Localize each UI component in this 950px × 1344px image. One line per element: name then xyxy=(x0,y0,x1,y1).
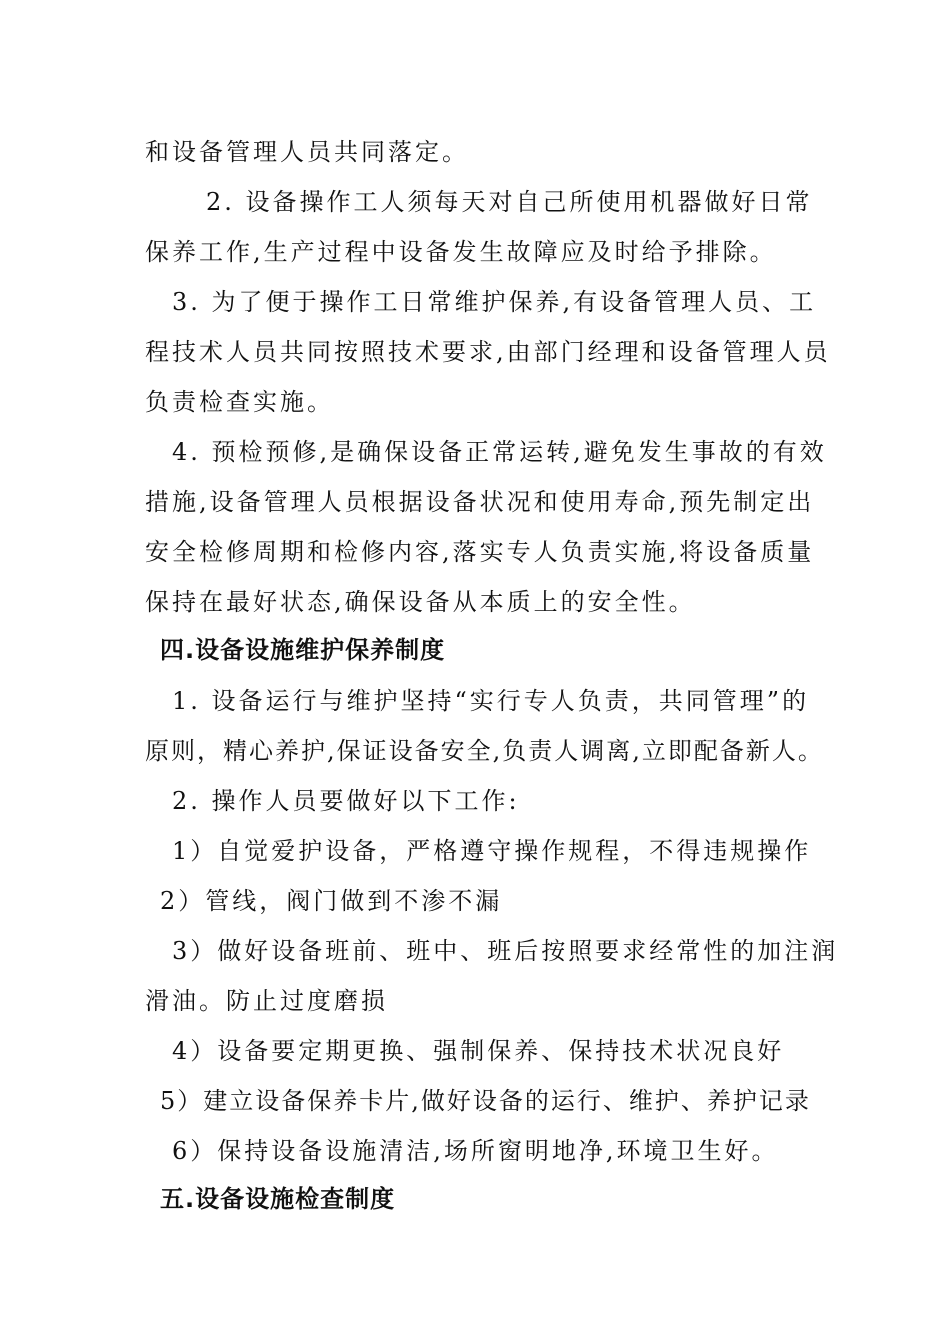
section-heading: 五.设备设施检查制度 xyxy=(160,1185,396,1213)
paragraph-line: 1. 设备运行与维护坚持“实行专人负责，共同管理”的 xyxy=(172,687,810,715)
paragraph-line: 原则，精心养护,保证设备安全,负责人调离,立即配备新人。 xyxy=(145,737,824,765)
list-item: 6）保持设备设施清洁,场所窗明地净,环境卫生好。 xyxy=(172,1137,779,1165)
paragraph-line: 和设备管理人员共同落定。 xyxy=(145,138,469,166)
list-item: 2）管线，阀门做到不渗不漏 xyxy=(160,887,503,915)
paragraph-line: 负责检查实施。 xyxy=(145,388,334,416)
paragraph-line: 安全检修周期和检修内容,落实专人负责实施,将设备质量 xyxy=(145,538,815,566)
paragraph-line: 滑油。防止过度磨损 xyxy=(145,987,388,1015)
list-item: 1）自觉爱护设备，严格遵守操作规程，不得违规操作 xyxy=(172,837,812,865)
paragraph-line: 4. 预检预修,是确保设备正常运转,避免发生事故的有效 xyxy=(172,438,827,466)
list-item: 5）建立设备保养卡片,做好设备的运行、维护、养护记录 xyxy=(160,1087,811,1115)
paragraph-line: 保持在最好状态,确保设备从本质上的安全性。 xyxy=(145,588,696,616)
paragraph-line: 3. 为了便于操作工日常维护保养,有设备管理人员、工 xyxy=(172,288,817,316)
paragraph-line: 2. 操作人员要做好以下工作: xyxy=(172,787,520,815)
section-heading: 四.设备设施维护保养制度 xyxy=(160,636,446,664)
paragraph-line: 程技术人员共同按照技术要求,由部门经理和设备管理人员 xyxy=(145,338,831,366)
list-item: 3）做好设备班前、班中、班后按照要求经常性的加注润 xyxy=(172,937,839,965)
paragraph-line: 保养工作,生产过程中设备发生故障应及时给予排除。 xyxy=(145,238,777,266)
paragraph-line: 2. 设备操作工人须每天对自己所使用机器做好日常 xyxy=(206,188,813,216)
list-item: 4）设备要定期更换、强制保养、保持技术状况良好 xyxy=(172,1037,785,1065)
paragraph-line: 措施,设备管理人员根据设备状况和使用寿命,预先制定出 xyxy=(145,488,815,516)
